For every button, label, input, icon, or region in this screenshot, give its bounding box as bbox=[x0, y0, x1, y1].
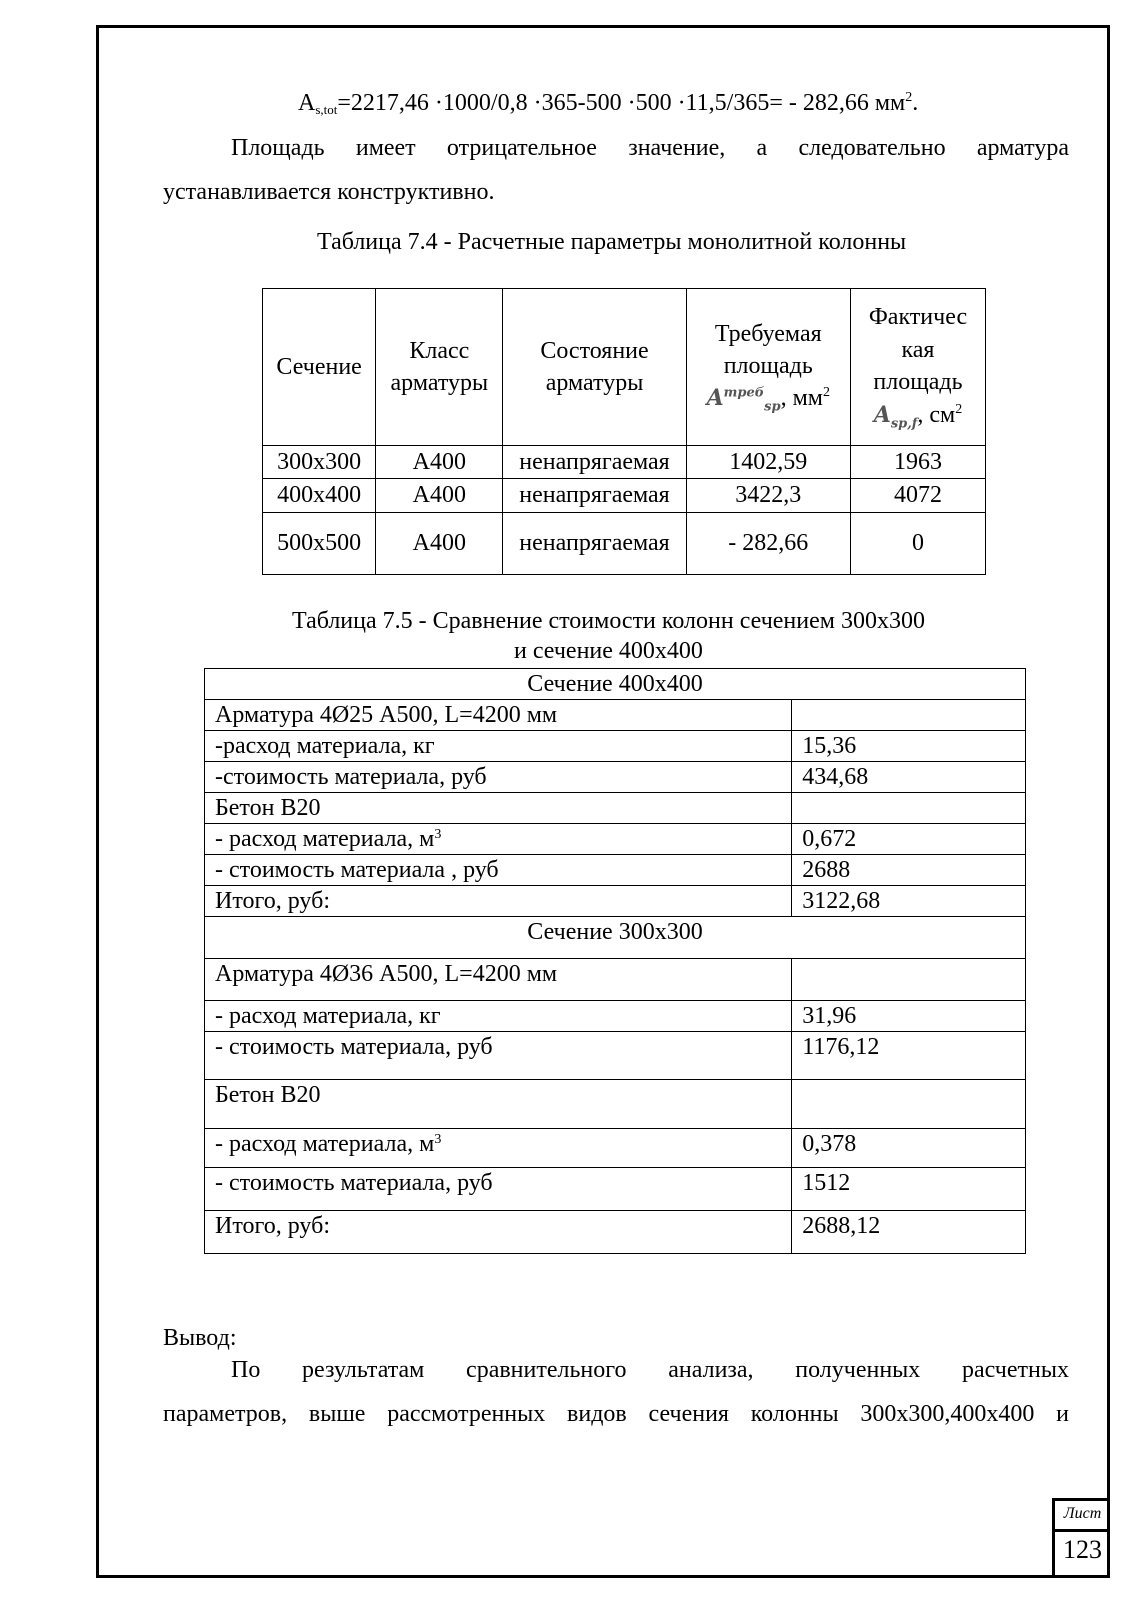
paragraph-line: параметров, выше рассмотренных видов сечения колонны 300х300,400х400 и bbox=[163, 1401, 1069, 1427]
cell-section: 500х500 bbox=[263, 512, 376, 574]
cell-actual: 1963 bbox=[850, 446, 985, 479]
row-value: 2688 bbox=[792, 855, 1026, 886]
row-label: Итого, руб: bbox=[205, 1211, 792, 1254]
table-row bbox=[205, 1032, 1026, 1080]
row-label: - стоимость материала, руб bbox=[205, 1032, 792, 1080]
table-row bbox=[205, 1211, 1026, 1254]
cell-actual: 4072 bbox=[850, 479, 985, 512]
section-300-title: Сечение 300х300 bbox=[205, 917, 1026, 959]
row-value: 434,68 bbox=[792, 762, 1026, 793]
sheet-stamp bbox=[1052, 1498, 1110, 1578]
header-section: Сечение bbox=[263, 289, 376, 446]
table-row bbox=[205, 1168, 1026, 1211]
section-header-row bbox=[205, 917, 1026, 959]
cell-class: А400 bbox=[376, 446, 503, 479]
cell-required: - 282,66 bbox=[686, 512, 850, 574]
symbol-asp-req: $A^{треб}_{sp}$ bbox=[706, 385, 781, 415]
row-label: - расход материала, $м^3$ bbox=[205, 1129, 792, 1168]
table-7-5-caption: Таблица 7.5 - Сравнение стоимости колонн сечением 300х300 и сечение 400х400 bbox=[292, 608, 925, 664]
row-label: Арматура 4Ø25 А500, L=4200 мм bbox=[205, 700, 792, 731]
paragraph-line: устанавливается конструктивно. bbox=[163, 179, 495, 205]
row-value bbox=[792, 959, 1026, 1001]
table-row bbox=[205, 731, 1026, 762]
conclusion-paragraph bbox=[163, 1348, 1069, 1436]
table-row bbox=[205, 700, 1026, 731]
table-row bbox=[205, 762, 1026, 793]
table-row bbox=[205, 855, 1026, 886]
cell-required: 1402,59 bbox=[686, 446, 850, 479]
row-label: Арматура 4Ø36 А500, L=4200 мм bbox=[205, 959, 792, 1001]
row-value: 31,96 bbox=[792, 1001, 1026, 1032]
table-row bbox=[263, 479, 986, 512]
table-row bbox=[205, 1080, 1026, 1129]
conclusion-heading: Вывод: bbox=[163, 1325, 237, 1351]
table-row bbox=[263, 446, 986, 479]
table-header-row bbox=[263, 289, 986, 446]
row-label: Бетон В20 bbox=[205, 793, 792, 824]
paragraph-line: Площадь имеет отрицательное значение, а следовательно арматура bbox=[231, 135, 1069, 161]
row-label: Бетон В20 bbox=[205, 1080, 792, 1129]
table-row bbox=[205, 959, 1026, 1001]
sheet-label: Лист bbox=[1063, 1505, 1102, 1522]
table-row bbox=[205, 1129, 1026, 1168]
cell-class: А400 bbox=[376, 512, 503, 574]
table-row bbox=[205, 1001, 1026, 1032]
stamp-divider bbox=[1055, 1529, 1110, 1532]
header-actual-area: Фактичес кая площадь $A_{sp,f}$, $см^2$ bbox=[850, 289, 985, 446]
row-label: -стоимость материала, руб bbox=[205, 762, 792, 793]
row-value bbox=[792, 1080, 1026, 1129]
header-required-area: Требуемая площадь $A^{треб}_{sp}$, $мм^2$ bbox=[686, 289, 850, 446]
row-value: 15,36 bbox=[792, 731, 1026, 762]
row-value: 2688,12 bbox=[792, 1211, 1026, 1254]
cell-class: А400 bbox=[376, 479, 503, 512]
row-label: - расход материала, $м^3$ bbox=[205, 824, 792, 855]
row-label: -расход материала, кг bbox=[205, 731, 792, 762]
table-7-5 bbox=[204, 668, 1026, 1254]
row-label: - стоимость материала, руб bbox=[205, 1168, 792, 1211]
row-value: 3122,68 bbox=[792, 886, 1026, 917]
row-value: 0,378 bbox=[792, 1129, 1026, 1168]
cell-state: ненапрягаемая bbox=[503, 479, 686, 512]
cell-required: 3422,3 bbox=[686, 479, 850, 512]
page-number: 123 bbox=[1063, 1535, 1102, 1564]
header-rebar-class: Класс арматуры bbox=[376, 289, 503, 446]
table-row bbox=[205, 886, 1026, 917]
table-7-4 bbox=[262, 288, 986, 575]
table-row bbox=[205, 793, 1026, 824]
table-row bbox=[205, 824, 1026, 855]
formula-as-tot: $A_{s,tot}=2217,46 \cdot 1000/0,8 \cdot 365-500 \cdot 500 \cdot 11,5/365= - 282,66$ $мм^2$. bbox=[298, 90, 919, 117]
header-rebar-state: Состояние арматуры bbox=[503, 289, 686, 446]
section-400-title: Сечение 400х400 bbox=[205, 669, 1026, 700]
section-header-row bbox=[205, 669, 1026, 700]
cell-state: ненапрягаемая bbox=[503, 512, 686, 574]
row-value: 1512 bbox=[792, 1168, 1026, 1211]
cell-actual: 0 bbox=[850, 512, 985, 574]
paragraph-line: По результатам сравнительного анализа, полученных расчетных bbox=[231, 1357, 1069, 1383]
row-value bbox=[792, 700, 1026, 731]
paragraph-area-negative bbox=[163, 126, 1069, 214]
symbol-asp-f: $A_{sp,f}$ bbox=[873, 401, 918, 431]
row-value bbox=[792, 793, 1026, 824]
table-7-4-caption: Таблица 7.4 - Расчетные параметры монолитной колонны bbox=[317, 229, 907, 255]
row-label: Итого, руб: bbox=[205, 886, 792, 917]
table-row bbox=[263, 512, 986, 574]
row-value: 1176,12 bbox=[792, 1032, 1026, 1080]
cell-section: 300х300 bbox=[263, 446, 376, 479]
row-value: 0,672 bbox=[792, 824, 1026, 855]
row-label: - расход материала, кг bbox=[205, 1001, 792, 1032]
cell-state: ненапрягаемая bbox=[503, 446, 686, 479]
row-label: - стоимость материала , руб bbox=[205, 855, 792, 886]
cell-section: 400х400 bbox=[263, 479, 376, 512]
